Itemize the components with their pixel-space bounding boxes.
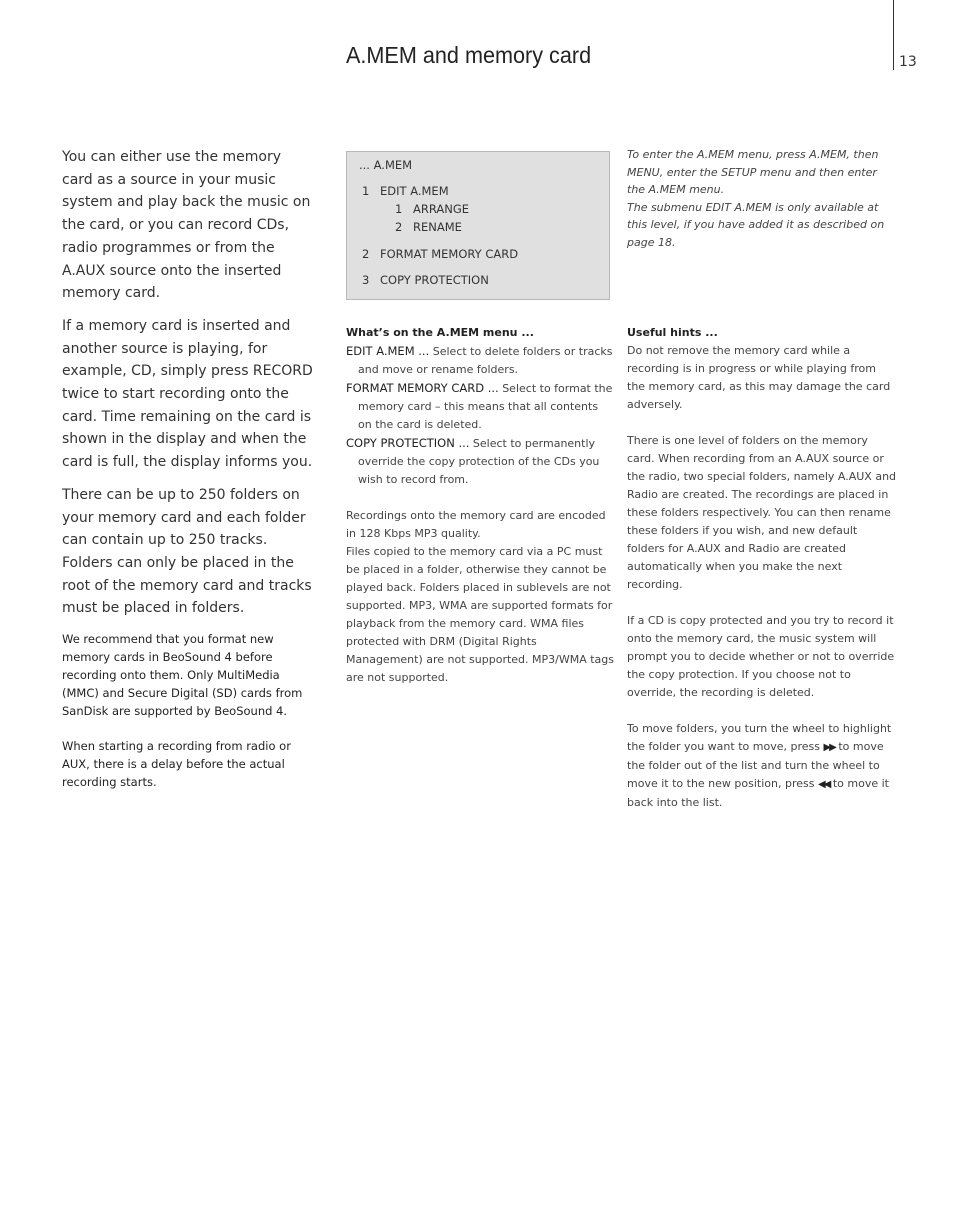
hint-text: to move the folder out of the list and turn the wheel to move it to the new position, press	[627, 740, 884, 790]
hint-paragraph: Do not remove the memory card while a recording is in progress or while playing from the memory card, as this may damage the card adversely.	[627, 344, 891, 411]
definition-edit-amem	[346, 342, 614, 379]
intro-paragraph: There can be up to 250 folders on your memory card and each folder can contain up to 250 tracks. Folders can only be placed in the root of the memory card and tracks must be placed in folders.	[62, 486, 312, 617]
page-divider-rule	[893, 0, 894, 70]
definition-term: COPY PROTECTION ...	[346, 436, 470, 450]
menu-item-format-memory-card: FORMAT MEMORY CARD	[380, 247, 519, 261]
pc-files-paragraph: Files copied to the memory card via a PC must be placed in a folder, otherwise they cannot be played back. Folders placed in sublevels are not supported. MP3, WMA are supported formats for playback from the memory card. WMA files protected with DRM (Digital Rights Management) are not supported. MP3/WMA tags are not supported.	[346, 545, 615, 684]
hint-paragraph: There is one level of folders on the memory card. When recording from an A.AUX source or the radio, two special folders, namely A.AUX and Radio are created. The recordings are placed in these folders respectively. You can then rename these folders if you wish, and new default folders for A.AUX and Radio are created automatically when you make the next recording.	[627, 434, 897, 591]
useful-hints-heading: Useful hints ...	[627, 326, 718, 339]
submenu-item-number: 2	[395, 220, 403, 234]
menu-access-instruction: To enter the A.MEM menu, press A.MEM, then MENU, enter the SETUP menu and then enter the A.MEM menu.	[627, 148, 879, 196]
definition-text: Select to format the memory card – this means that all contents on the card is deleted.	[358, 382, 613, 431]
rewind-icon: ◀◀	[817, 779, 830, 790]
intro-paragraph: If a memory card is inserted and another source is playing, for example, CD, simply press RECORD twice to start recording onto the card. Time remaining on the card is shown in the display and when the card is full, the display informs you.	[62, 317, 313, 471]
submenu-item-rename: RENAME	[413, 220, 462, 234]
definition-text: Select to permanently override the copy protection of the CDs you wish to record from.	[358, 437, 600, 486]
menu-root: ... A.MEM	[359, 158, 413, 172]
menu-item-copy-protection: COPY PROTECTION	[380, 273, 489, 287]
middle-column	[346, 324, 614, 687]
submenu-availability-note: The submenu EDIT A.MEM is only available at this level, if you have added it as described on page 18.	[627, 200, 885, 249]
hint-text: To move folders, you turn the wheel to highlight the folder you want to move, press	[627, 722, 892, 753]
page-number: 13	[899, 54, 917, 70]
menu-diagram	[346, 151, 610, 300]
useful-hints-section	[627, 324, 897, 830]
menu-item-number: 1	[362, 184, 370, 198]
menu-item-edit-amem: EDIT A.MEM	[380, 184, 449, 198]
intro-paragraph: You can either use the memory card as a source in your music system and play back the music on the card, or you can record CDs, radio programmes or from the A.AUX source onto the inserted memory card.	[62, 149, 311, 302]
submenu-item-number: 1	[395, 202, 403, 216]
encoding-paragraph: Recordings onto the memory card are encoded in 128 Kbps MP3 quality.	[346, 509, 606, 540]
definition-format-memory-card	[346, 379, 614, 434]
hint-text: to move it back into the list.	[627, 777, 889, 809]
menu-item-number: 3	[362, 273, 370, 287]
submenu-item-arrange: ARRANGE	[413, 202, 470, 216]
fast-forward-icon: ▶▶	[823, 742, 835, 753]
hint-paragraph: If a CD is copy protected and you try to record it onto the memory card, the music system will prompt you to decide whether or not to override the copy protection. If you choose not to override, the recording is deleted.	[627, 614, 895, 699]
definition-term: EDIT A.MEM ...	[346, 344, 430, 358]
move-folders-hint	[627, 720, 897, 812]
definition-term: FORMAT MEMORY CARD ...	[346, 381, 499, 395]
definition-copy-protection	[346, 434, 614, 489]
definition-text: Select to delete folders or tracks and move or rename folders.	[358, 345, 613, 376]
menu-item-number: 2	[362, 247, 370, 261]
page-title: A.MEM and memory card	[346, 42, 592, 68]
right-column	[627, 146, 897, 809]
note-paragraph: When starting a recording from radio or AUX, there is a delay before the actual recording starts.	[62, 739, 291, 790]
menu-contents-heading: What’s on the A.MEM menu ...	[346, 326, 534, 339]
left-column	[62, 146, 314, 808]
note-paragraph: We recommend that you format new memory cards in BeoSound 4 before recording onto them. Only MultiMedia (MMC) and Secure Digital (SD) cards from SanDisk are supported by BeoSound 4.	[62, 632, 303, 719]
